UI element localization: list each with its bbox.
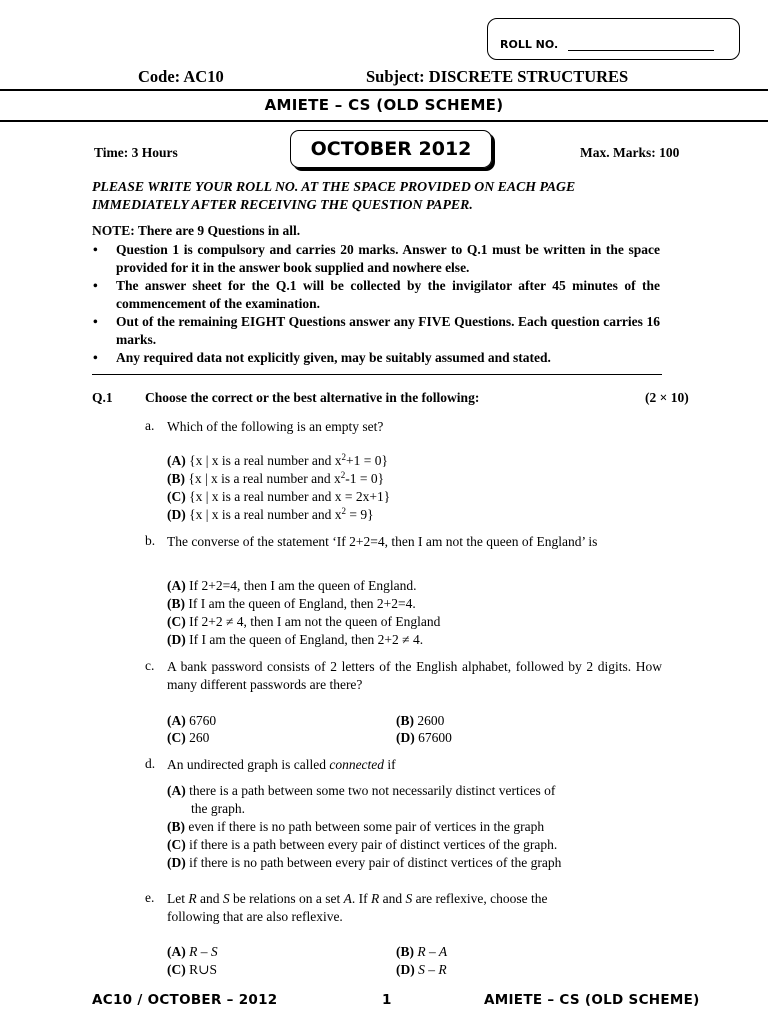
option-text: If 2+2 ≠ 4, then I am not the queen of England bbox=[189, 614, 441, 629]
option-text: 2600 bbox=[417, 713, 445, 728]
option-b-c bbox=[167, 613, 440, 631]
subq-d-text bbox=[167, 756, 679, 774]
roll-number-blank bbox=[568, 50, 714, 51]
subq-letter: e. bbox=[145, 890, 155, 905]
option-text: If I am the queen of England, then 2+2=4. bbox=[188, 596, 416, 611]
option-c-d bbox=[396, 729, 452, 747]
superscript: 2 bbox=[340, 470, 346, 480]
subq-letter: a. bbox=[145, 418, 155, 433]
option-b-a bbox=[167, 577, 417, 595]
option-text: 260 bbox=[189, 730, 210, 745]
option-e-b bbox=[396, 943, 447, 961]
option-text: {x | x is a real number and x bbox=[188, 471, 341, 486]
option-label: (C) bbox=[167, 962, 186, 977]
option-label: (B) bbox=[167, 819, 185, 834]
option-c-a bbox=[167, 712, 216, 730]
section-divider bbox=[92, 374, 662, 375]
paper-subject: Subject: DISCRETE STRUCTURES bbox=[366, 67, 629, 86]
option-text: R – S bbox=[189, 944, 218, 959]
subq-text-part: if bbox=[384, 757, 396, 772]
subq-letter: c. bbox=[145, 658, 155, 673]
option-label: (C) bbox=[167, 730, 186, 745]
option-label: (D) bbox=[167, 855, 186, 870]
footer-right: AMIETE – CS (OLD SCHEME) bbox=[484, 992, 700, 1008]
roll-instruction bbox=[92, 178, 575, 214]
option-a-b bbox=[167, 470, 384, 488]
header-rule-top bbox=[0, 89, 768, 91]
subq-text-part: following that are also reflexive. bbox=[167, 909, 343, 924]
subq-text-part: be relations on a set bbox=[229, 891, 344, 906]
question-text: Choose the correct or the best alternative in the following: bbox=[145, 390, 480, 405]
option-e-d bbox=[396, 961, 447, 979]
subq-e-text bbox=[167, 890, 679, 926]
subq-text-part: and bbox=[196, 891, 223, 906]
subq-b-text: The converse of the statement ‘If 2+2=4, then I am not the queen of England’ is bbox=[167, 534, 598, 549]
option-label: (B) bbox=[167, 471, 185, 486]
option-label: (A) bbox=[167, 578, 186, 593]
option-label: (A) bbox=[167, 453, 186, 468]
option-text: there is a path between some two not necessarily distinct vertices of bbox=[189, 783, 556, 798]
note-bullet: • The answer sheet for the Q.1 will be collected by the invigilator after 45 minutes of the commencement of the examination. bbox=[92, 277, 660, 313]
subq-text-part: and bbox=[379, 891, 406, 906]
subq-text-emphasis: connected bbox=[329, 757, 385, 772]
subq-a-text: Which of the following is an empty set? bbox=[167, 419, 384, 434]
option-a-c bbox=[167, 488, 390, 506]
option-label: (B) bbox=[396, 713, 414, 728]
option-text: S – R bbox=[418, 962, 447, 977]
note-bullet: • Out of the remaining EIGHT Questions answer any FIVE Questions. Each question carries 16 marks. bbox=[92, 313, 660, 349]
option-e-c bbox=[167, 961, 217, 979]
note-heading: NOTE: There are 9 Questions in all. bbox=[92, 223, 301, 238]
option-label: (D) bbox=[167, 507, 186, 522]
option-label: (A) bbox=[167, 944, 186, 959]
option-c-b bbox=[396, 712, 444, 730]
option-label: (A) bbox=[167, 713, 186, 728]
option-label: (B) bbox=[167, 596, 185, 611]
roll-number-box bbox=[487, 18, 740, 60]
option-a-d bbox=[167, 506, 374, 524]
note-bullet: • Question 1 is compulsory and carries 20 marks. Answer to Q.1 must be written in the space provided for it in the answer book supplied and nowhere else. bbox=[92, 241, 660, 277]
option-text: = 9} bbox=[346, 507, 374, 522]
math-var: R bbox=[188, 891, 197, 906]
paper-code: Code: AC10 bbox=[138, 67, 224, 86]
option-text: if there is a path between every pair of distinct vertices of the graph. bbox=[189, 837, 558, 852]
question-marks: (2 × 10) bbox=[645, 390, 689, 405]
roll-instruction-line1: PLEASE WRITE YOUR ROLL NO. AT THE SPACE PROVIDED ON EACH PAGE bbox=[92, 179, 576, 194]
math-var: R bbox=[370, 891, 380, 906]
superscript: 2 bbox=[341, 506, 347, 516]
math-var: A bbox=[343, 891, 352, 906]
option-label: (C) bbox=[167, 837, 186, 852]
notes-section bbox=[92, 222, 660, 367]
option-text: R – A bbox=[417, 944, 448, 959]
option-text: even if there is no path between some pair of vertices in the graph bbox=[188, 819, 545, 834]
option-label: (C) bbox=[167, 614, 186, 629]
option-a-a bbox=[167, 452, 388, 470]
option-d-a-cont: the graph. bbox=[191, 801, 245, 816]
footer-left: AC10 / OCTOBER – 2012 bbox=[92, 992, 278, 1008]
subq-text-part: Let bbox=[167, 891, 189, 906]
page-number: 1 bbox=[382, 992, 392, 1008]
option-e-a bbox=[167, 943, 218, 961]
option-label: (D) bbox=[396, 730, 415, 745]
superscript: 2 bbox=[341, 452, 347, 462]
math-var: S bbox=[222, 891, 230, 906]
option-text: 6760 bbox=[189, 713, 217, 728]
option-d-c bbox=[167, 836, 557, 854]
question-number: Q.1 bbox=[92, 390, 113, 405]
exam-month-box: OCTOBER 2012 bbox=[290, 130, 492, 168]
option-text: 67600 bbox=[418, 730, 452, 745]
roll-instruction-line2: IMMEDIATELY AFTER RECEIVING THE QUESTION PAPER. bbox=[92, 197, 473, 212]
option-text: If 2+2=4, then I am the queen of England. bbox=[189, 578, 417, 593]
subq-text-part: are reflexive, choose the bbox=[412, 891, 548, 906]
option-text: +1 = 0} bbox=[346, 453, 388, 468]
subq-text-part: An undirected graph is called bbox=[167, 757, 330, 772]
max-marks: Max. Marks: 100 bbox=[580, 145, 680, 160]
option-label: (D) bbox=[396, 962, 415, 977]
note-bullet: • Any required data not explicitly given, may be suitably assumed and stated. bbox=[92, 349, 660, 367]
option-text: if there is no path between every pair of distinct vertices of the graph bbox=[189, 855, 562, 870]
option-text: {x | x is a real number and x bbox=[189, 507, 342, 522]
option-text: If I am the queen of England, then 2+2 ≠ 4. bbox=[189, 632, 424, 647]
option-c-c bbox=[167, 729, 209, 747]
subq-c-text: A bank password consists of 2 letters of the English alphabet, followed by 2 digits. How many different passwords are there? bbox=[167, 659, 662, 692]
option-text: {x | x is a real number and x = 2x+1} bbox=[189, 489, 391, 504]
subq-letter: b. bbox=[145, 533, 156, 548]
option-d-a bbox=[167, 782, 555, 800]
option-label: (C) bbox=[167, 489, 186, 504]
roll-number-label: ROLL NO. bbox=[500, 38, 559, 51]
subq-letter: d. bbox=[145, 756, 156, 771]
option-label: (A) bbox=[167, 783, 186, 798]
option-label: (D) bbox=[167, 632, 186, 647]
header-rule-bottom bbox=[0, 120, 768, 122]
paper-scheme: AMIETE – CS (OLD SCHEME) bbox=[264, 96, 504, 114]
option-text: R∪S bbox=[189, 962, 217, 977]
math-var: S bbox=[405, 891, 413, 906]
option-d-b bbox=[167, 818, 544, 836]
option-b-d bbox=[167, 631, 423, 649]
option-d-d bbox=[167, 854, 561, 872]
exam-time: Time: 3 Hours bbox=[94, 145, 178, 160]
option-text: {x | x is a real number and x bbox=[189, 453, 342, 468]
option-b-b bbox=[167, 595, 416, 613]
option-text: -1 = 0} bbox=[345, 471, 385, 486]
option-label: (B) bbox=[396, 944, 414, 959]
subq-text-part: . If bbox=[351, 891, 371, 906]
